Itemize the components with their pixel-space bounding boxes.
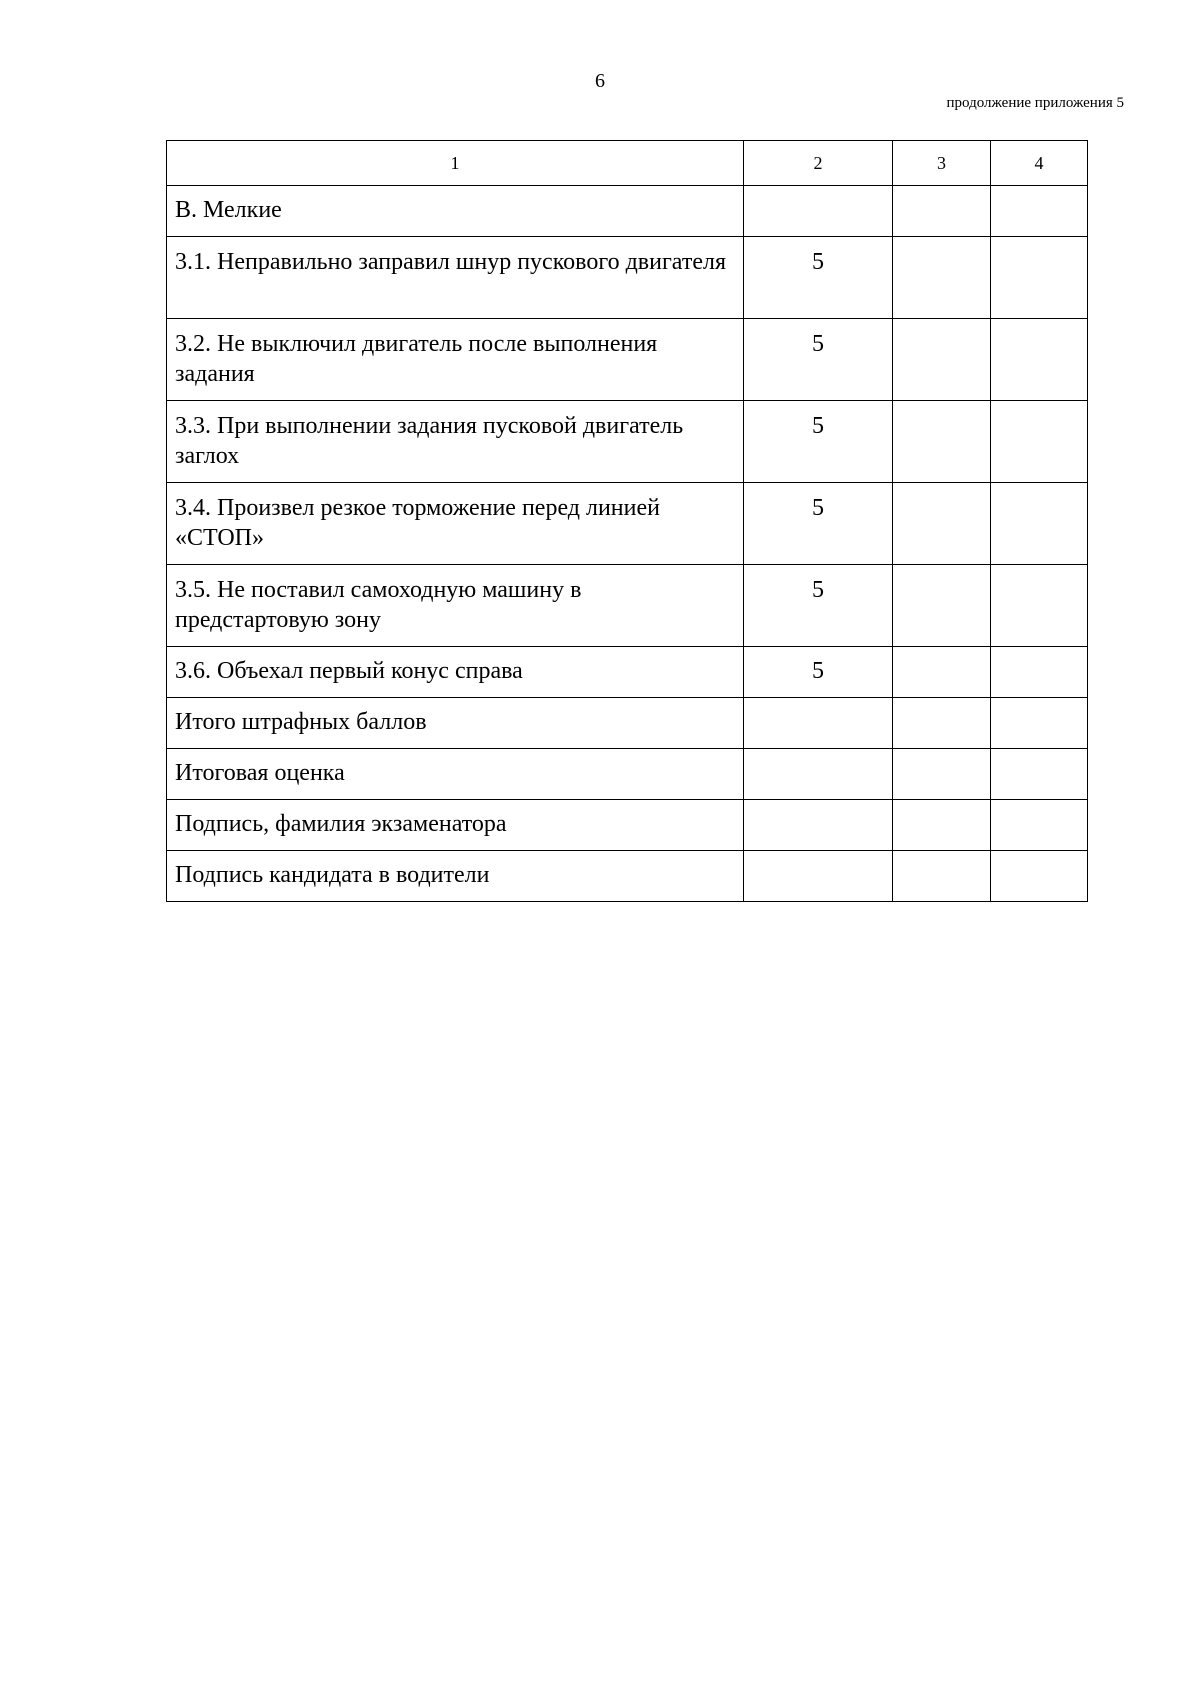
table-row [167,319,1088,401]
table-row [167,749,1088,800]
column-header-3: 3 [893,141,991,186]
row-score [744,186,893,237]
row-col4 [991,698,1088,749]
row-description: 3.1. Неправильно заправил шнур пускового двигателя [167,237,744,319]
row-description: В. Мелкие [167,186,744,237]
row-col4 [991,565,1088,647]
row-score [744,698,893,749]
row-col4 [991,647,1088,698]
table-row [167,647,1088,698]
row-col3 [893,851,991,902]
row-col3 [893,565,991,647]
row-col4 [991,483,1088,565]
row-score: 5 [744,319,893,401]
row-description: 3.6. Объехал первый конус справа [167,647,744,698]
row-col3 [893,749,991,800]
row-description: 3.5. Не поставил самоходную машину в предстартовую зону [167,565,744,647]
row-description: Подпись кандидата в водители [167,851,744,902]
column-header-1: 1 [167,141,744,186]
row-col3 [893,186,991,237]
row-col3 [893,237,991,319]
table-row [167,237,1088,319]
column-header-2: 2 [744,141,893,186]
row-col4 [991,749,1088,800]
page-number: 6 [595,70,605,92]
row-col3 [893,647,991,698]
row-score [744,749,893,800]
row-description: Итого штрафных баллов [167,698,744,749]
row-description: 3.3. При выполнении задания пусковой двигатель заглох [167,401,744,483]
row-col3 [893,800,991,851]
row-score: 5 [744,565,893,647]
row-col4 [991,237,1088,319]
table-row [167,483,1088,565]
row-description: Итоговая оценка [167,749,744,800]
row-score [744,851,893,902]
row-score: 5 [744,401,893,483]
appendix-continuation-note: продолжение приложения 5 [946,95,1124,111]
table-row [167,565,1088,647]
table-row [167,698,1088,749]
row-description: Подпись, фамилия экзаменатора [167,800,744,851]
table-row [167,851,1088,902]
table-row [167,186,1088,237]
row-col4 [991,800,1088,851]
row-col4 [991,186,1088,237]
row-col4 [991,401,1088,483]
row-col3 [893,483,991,565]
row-description: 3.4. Произвел резкое торможение перед линией «СТОП» [167,483,744,565]
row-description: 3.2. Не выключил двигатель после выполнения задания [167,319,744,401]
row-col3 [893,319,991,401]
row-col3 [893,698,991,749]
column-header-4: 4 [991,141,1088,186]
row-score: 5 [744,483,893,565]
row-score: 5 [744,237,893,319]
row-col4 [991,319,1088,401]
row-col3 [893,401,991,483]
table-header-row [167,141,1088,186]
exam-penalty-table [166,140,1088,902]
table-row [167,800,1088,851]
row-col4 [991,851,1088,902]
row-score: 5 [744,647,893,698]
table-row [167,401,1088,483]
row-score [744,800,893,851]
